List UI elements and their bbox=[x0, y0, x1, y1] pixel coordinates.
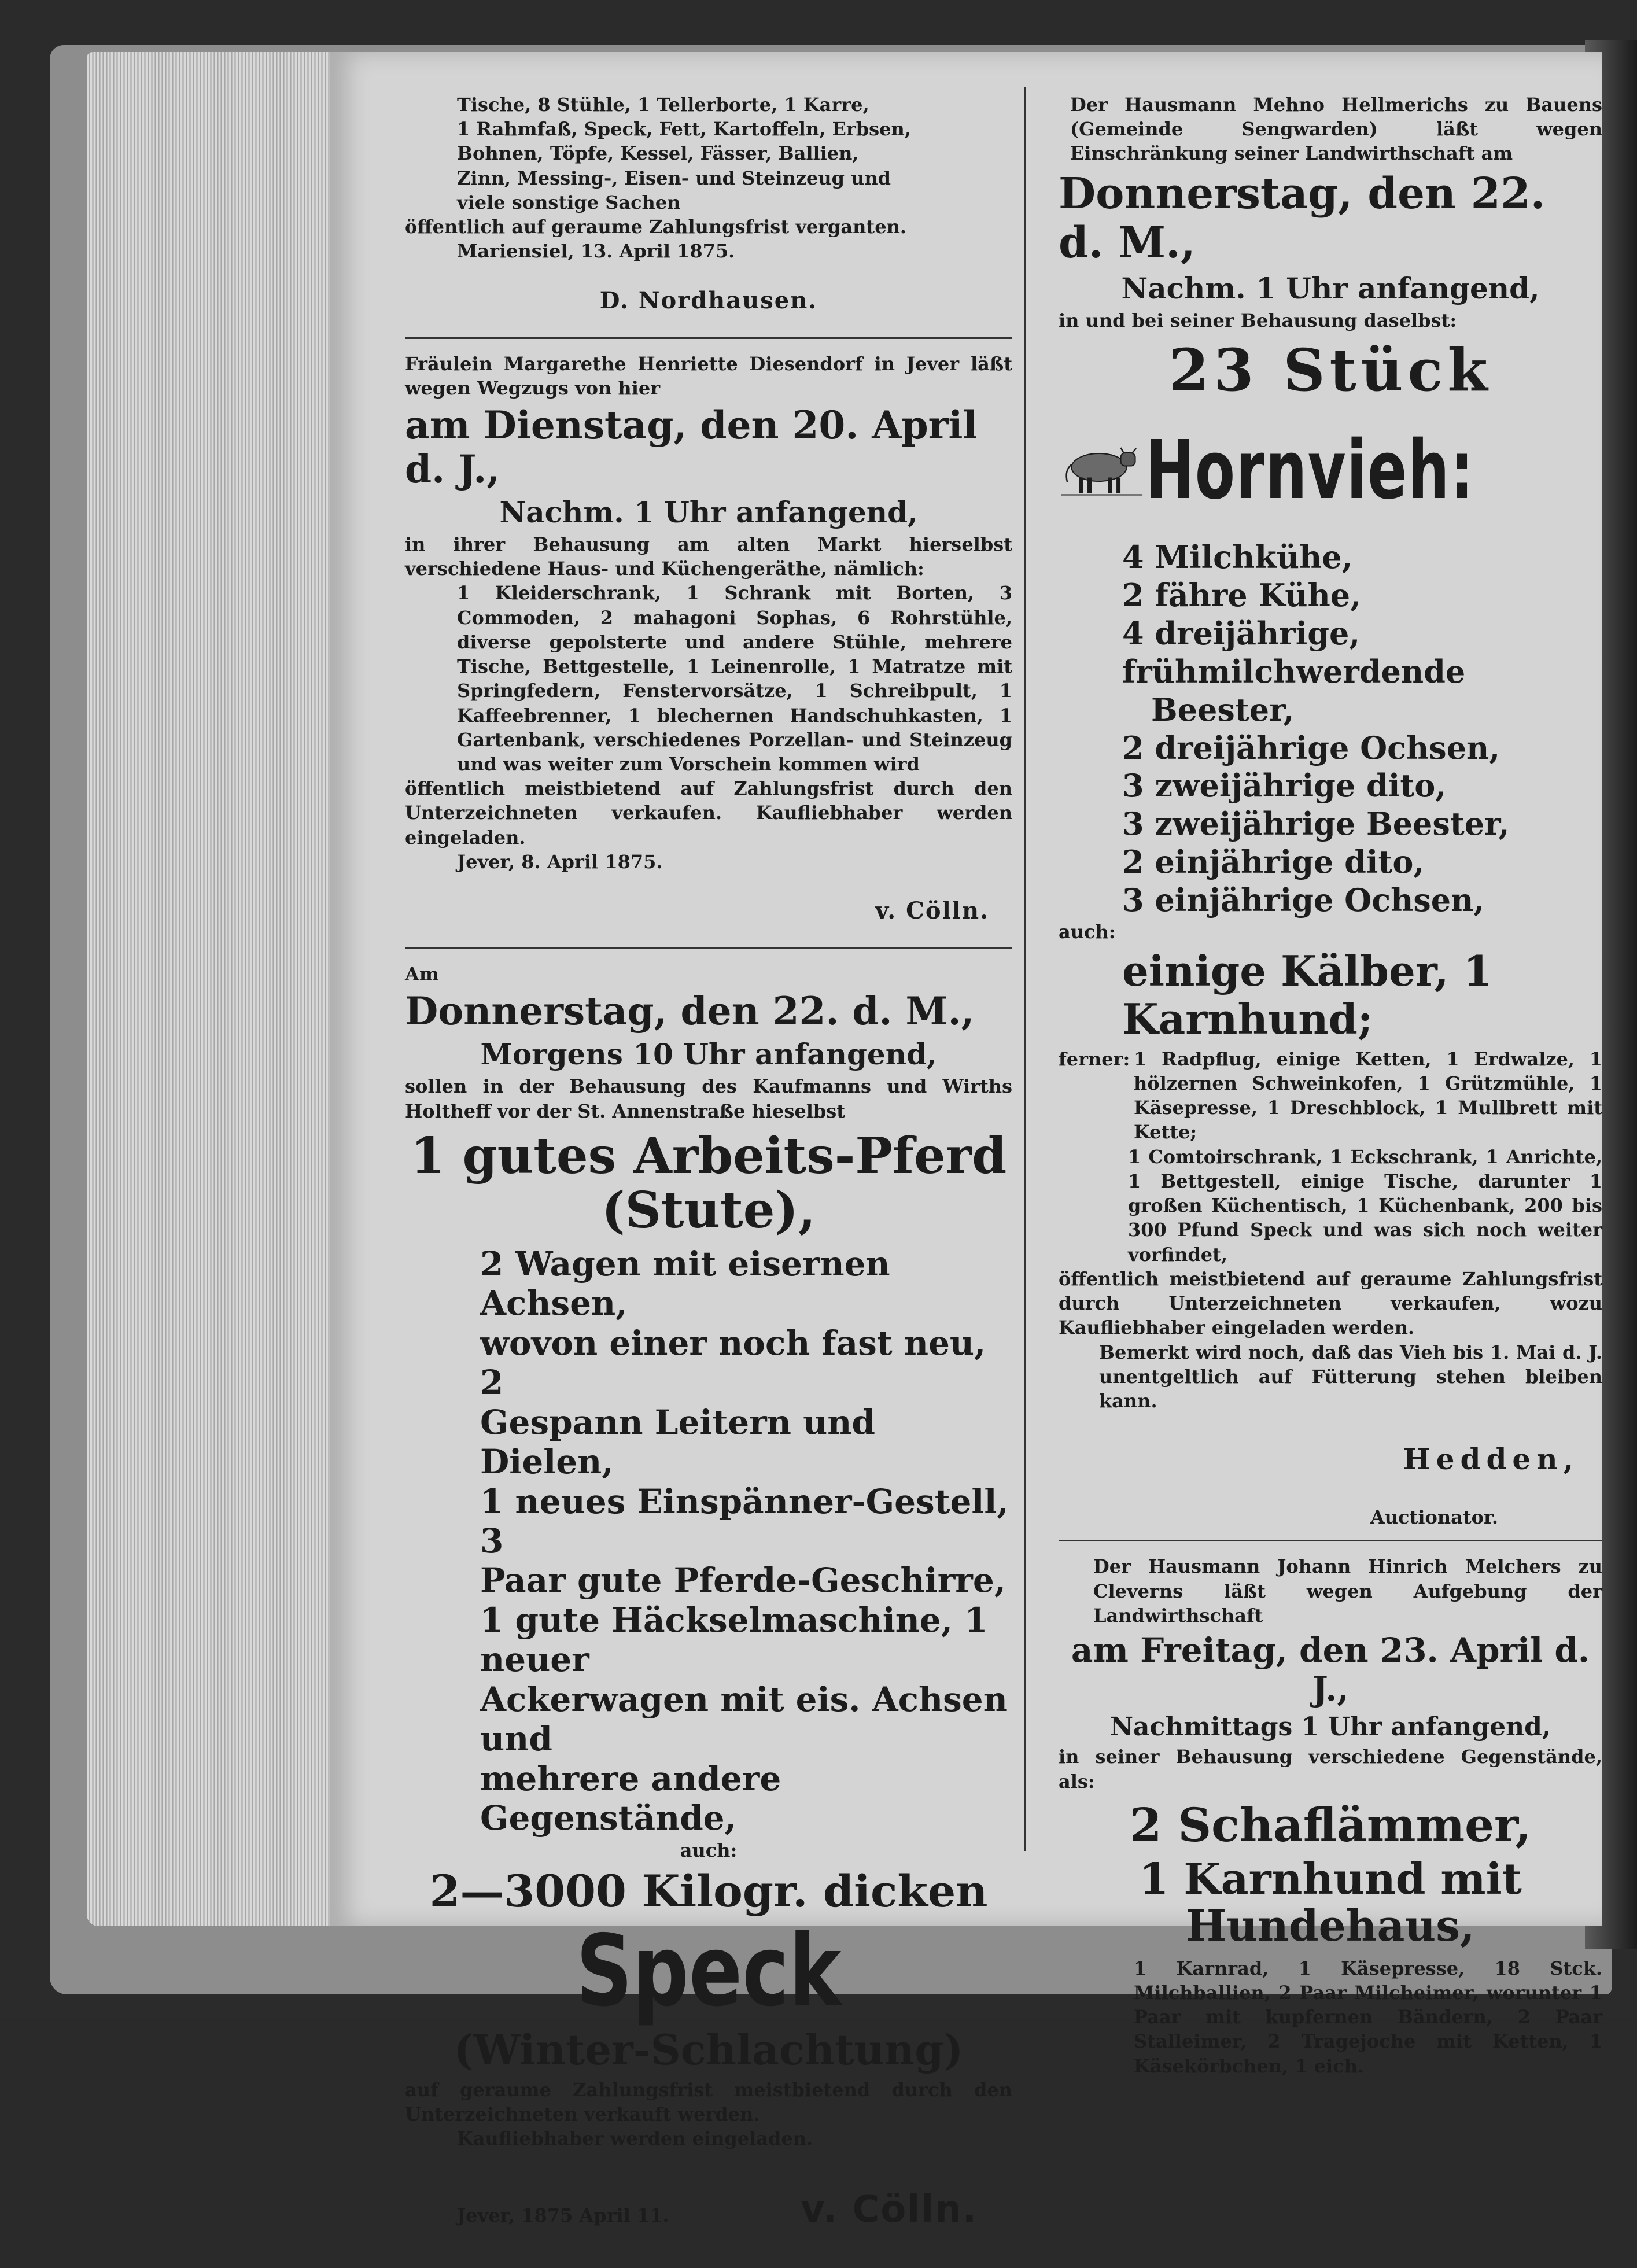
ad-kaelber: einige Kälber, 1 Karnhund; bbox=[1122, 946, 1492, 1043]
hornvieh-banner bbox=[1059, 412, 1602, 528]
ad-auch: auch: bbox=[1059, 920, 1116, 943]
ad-closing: öffentlich meistbietend auf Zahlungsfrist durch den Unterzeichneten verkaufen. Kaufliebhaber werden eingeladen. bbox=[405, 777, 1012, 849]
ad-divider bbox=[405, 947, 1012, 949]
ad-speck: Speck bbox=[576, 1914, 842, 2029]
ad-time-line: Nachm. 1 Uhr anfangend, bbox=[1121, 271, 1540, 305]
ad-hellmerichs bbox=[1059, 93, 1602, 1529]
ad-text-line: Zinn, Messing-, Eisen- und Steinzeug und bbox=[457, 167, 891, 189]
ad-winter-line: (Winter-Schlachtung) bbox=[454, 2025, 964, 2075]
livestock-item: 2 fähre Kühe, bbox=[1122, 577, 1361, 614]
ad-divider bbox=[405, 337, 1012, 339]
ad-place-date: Jever, 8. April 1875. bbox=[457, 850, 663, 873]
ad-location: in ihrer Behausung am alten Markt hierselbst verschiedene Haus- und Küchengeräthe, nämlich: bbox=[405, 533, 1012, 580]
ad-text-line: Bohnen, Töpfe, Kessel, Fässer, Ballien, bbox=[457, 142, 859, 165]
ad-text-line: 1 Rahmfaß, Speck, Fett, Kartoffeln, Erbsen, bbox=[457, 118, 911, 141]
ad-time-line: Nachmittags 1 Uhr anfangend, bbox=[1109, 1712, 1551, 1742]
ad-signature: v. Cölln. bbox=[801, 2188, 978, 2231]
ad-items: 1 Karnrad, 1 Käsepresse, 18 Stck. Milchballien, 2 Paar Milcheimer, worunter 1 Paar mit kupfernen Bändern, 2 Paar Stalleimer, 2 Tragejoche mit Ketten, 1 Käsekörbchen, 1 eich. bbox=[1134, 1957, 1602, 2077]
livestock-item: 3 einjährige Ochsen, bbox=[1122, 882, 1485, 919]
ad-melchers bbox=[1059, 1554, 1602, 2078]
livestock-item: 4 Milchkühe, bbox=[1122, 539, 1353, 576]
ad-am: Am bbox=[405, 963, 439, 986]
left-column bbox=[405, 93, 1012, 2268]
ad-item: Gespann Leitern und Dielen, bbox=[480, 1402, 875, 1482]
livestock-item: 3 zweijährige Beester, bbox=[1122, 805, 1510, 843]
ad-auch: auch: bbox=[680, 1839, 738, 1861]
ad-furniture: 1 Comtoirschrank, 1 Eckschrank, 1 Anrichte, 1 Bettgestell, einige Tische, darunter 1 großen Küchentisch, 1 Küchenbank, 200 bis 300 Pfund Speck und was sich noch weiter vorfindet, bbox=[1128, 1145, 1602, 1266]
ad-signature: Hedden, bbox=[1403, 1442, 1579, 1477]
ad-ferner-label: ferner: bbox=[1059, 1048, 1130, 1070]
ad-hornvieh: Hornvieh: bbox=[1145, 423, 1474, 518]
ad-date-line: am Freitag, den 23. April d. J., bbox=[1071, 1631, 1590, 1709]
ad-headline: 2 Schaflämmer, bbox=[1129, 1797, 1532, 1852]
ad-item: Paar gute Pferde-Geschirre, bbox=[480, 1561, 1006, 1600]
ad-text-line: Tische, 8 Stühle, 1 Tellerborte, 1 Karre, bbox=[457, 94, 869, 116]
livestock-item: 2 dreijährige Ochsen, bbox=[1122, 729, 1500, 766]
ad-role: Auctionator. bbox=[1370, 1506, 1498, 1529]
ad-nordhausen bbox=[405, 93, 1012, 314]
livestock-item: 3 zweijährige dito, bbox=[1122, 767, 1447, 805]
ad-item: 1 neues Einspänner-Gestell, 3 bbox=[480, 1481, 1009, 1561]
ad-ferner bbox=[1059, 1047, 1602, 1145]
ad-invite: Kaufliebhaber werden eingeladen. bbox=[457, 2127, 813, 2150]
ad-location: in seiner Behausung verschiedene Gegenstände, als: bbox=[1059, 1746, 1602, 1793]
ad-intro: Der Hausmann Mehno Hellmerichs zu Bauens (Gemeinde Sengwarden) läßt wegen Einschränkung seiner Landwirthschaft am bbox=[1070, 94, 1602, 165]
ad-item: mehrere andere Gegenstände, bbox=[480, 1758, 781, 1838]
ad-note: Bemerkt wird noch, daß das Vieh bis 1. Mai d. J. unentgeltlich auf Fütterung stehen bleiben kann. bbox=[1099, 1341, 1602, 1412]
ad-item-list bbox=[405, 1244, 1012, 1838]
ad-time-line: Morgens 10 Uhr anfangend, bbox=[480, 1037, 937, 1072]
cow-icon bbox=[1059, 412, 1145, 528]
right-column bbox=[1059, 93, 1602, 2078]
ad-signature: v. Cölln. bbox=[875, 897, 989, 925]
livestock-item: 2 einjährige dito, bbox=[1122, 843, 1425, 881]
ad-divider bbox=[1059, 1540, 1602, 1541]
ad-signature: D. Nordhausen. bbox=[599, 286, 818, 314]
ad-text-line: viele sonstige Sachen bbox=[457, 191, 681, 213]
ad-holtheff bbox=[405, 962, 1012, 2267]
column-rule bbox=[1024, 87, 1026, 1851]
livestock-list bbox=[1059, 539, 1602, 920]
ad-ferner-items: 1 Radpflug, einige Ketten, 1 Erdwalze, 1 hölzernen Schweinkofen, 1 Grützmühle, 1 Käsepresse, 1 Dreschblock, 1 Mullbrett mit Kette; bbox=[1134, 1048, 1602, 1144]
ad-headline: 1 gutes Arbeits-Pferd (Stute), bbox=[410, 1126, 1007, 1240]
ad-kilo-line: 2—3000 Kilogr. dicken bbox=[429, 1865, 988, 1917]
ad-closing: öffentlich meistbietend auf geraume Zahlungsfrist durch Unterzeichneten verkaufen, wozu Kaufliebhaber eingeladen werden. bbox=[1059, 1267, 1602, 1339]
ad-count: 23 Stück bbox=[1168, 336, 1492, 405]
ad-date-line: Donnerstag, den 22. d. M., bbox=[405, 989, 975, 1034]
ad-place-date: Jever, 1875 April 11. bbox=[457, 2204, 669, 2226]
page-stack-edge bbox=[87, 52, 335, 1926]
ad-date-line: Donnerstag, den 22. d. M., bbox=[1059, 168, 1546, 268]
ad-item: 2 Wagen mit eisernen Achsen, bbox=[480, 1244, 890, 1323]
ad-diesendorf bbox=[405, 352, 1012, 925]
ad-item: 1 gute Häckselmaschine, 1 neuer bbox=[480, 1600, 988, 1680]
ad-item: Ackerwagen mit eis. Achsen und bbox=[480, 1679, 1008, 1759]
livestock-item: 4 dreijährige, frühmilchwerdende bbox=[1122, 614, 1466, 690]
ad-place-date: Mariensiel, 13. April 1875. bbox=[457, 240, 735, 263]
ad-location: sollen in der Behausung des Kaufmanns und Wirths Holtheff vor der St. Annenstraße hieselbst bbox=[405, 1075, 1012, 1122]
ad-intro: Der Hausmann Johann Hinrich Melchers zu Cleverns läßt wegen Aufgebung der Landwirthschaft bbox=[1093, 1555, 1602, 1627]
ad-items: 1 Kleiderschrank, 1 Schrank mit Borten, 3 Commoden, 2 mahagoni Sophas, 6 Rohrstühle, diverse gepolsterte und andere Stühle, mehrere Tische, Bettgestelle, 1 Leinenrolle, 1 Matratze mit Springfedern, Fenstervorsätze, 1 Schreibpult, 1 Kaffeebrenner, 1 blechernen Handschuhkasten, 1 Gartenbank, verschiedenes Porzellan- und Steinzeug und was weiter zum Vorschein kommen wird bbox=[457, 582, 1012, 775]
livestock-item: Beester, bbox=[1151, 691, 1295, 728]
ad-closing: öffentlich auf geraume Zahlungsfrist verganten. bbox=[405, 216, 906, 238]
ad-headline: 1 Karnhund mit Hundehaus, bbox=[1139, 1854, 1522, 1952]
ad-time-line: Nachm. 1 Uhr anfangend, bbox=[499, 495, 918, 529]
ad-item: wovon einer noch fast neu, 2 bbox=[480, 1323, 986, 1403]
ad-closing: auf geraume Zahlungsfrist meistbietend durch den Unterzeichneten verkauft werden. bbox=[405, 2078, 1012, 2126]
ad-footer bbox=[405, 2151, 1012, 2268]
ad-intro: Fräulein Margarethe Henriette Diesendorf in Jever läßt wegen Wegzugs von hier bbox=[405, 352, 1012, 399]
ad-date-line: am Dienstag, den 20. April d. J., bbox=[405, 403, 978, 492]
ad-location: in und bei seiner Behausung daselbst: bbox=[1059, 309, 1457, 331]
